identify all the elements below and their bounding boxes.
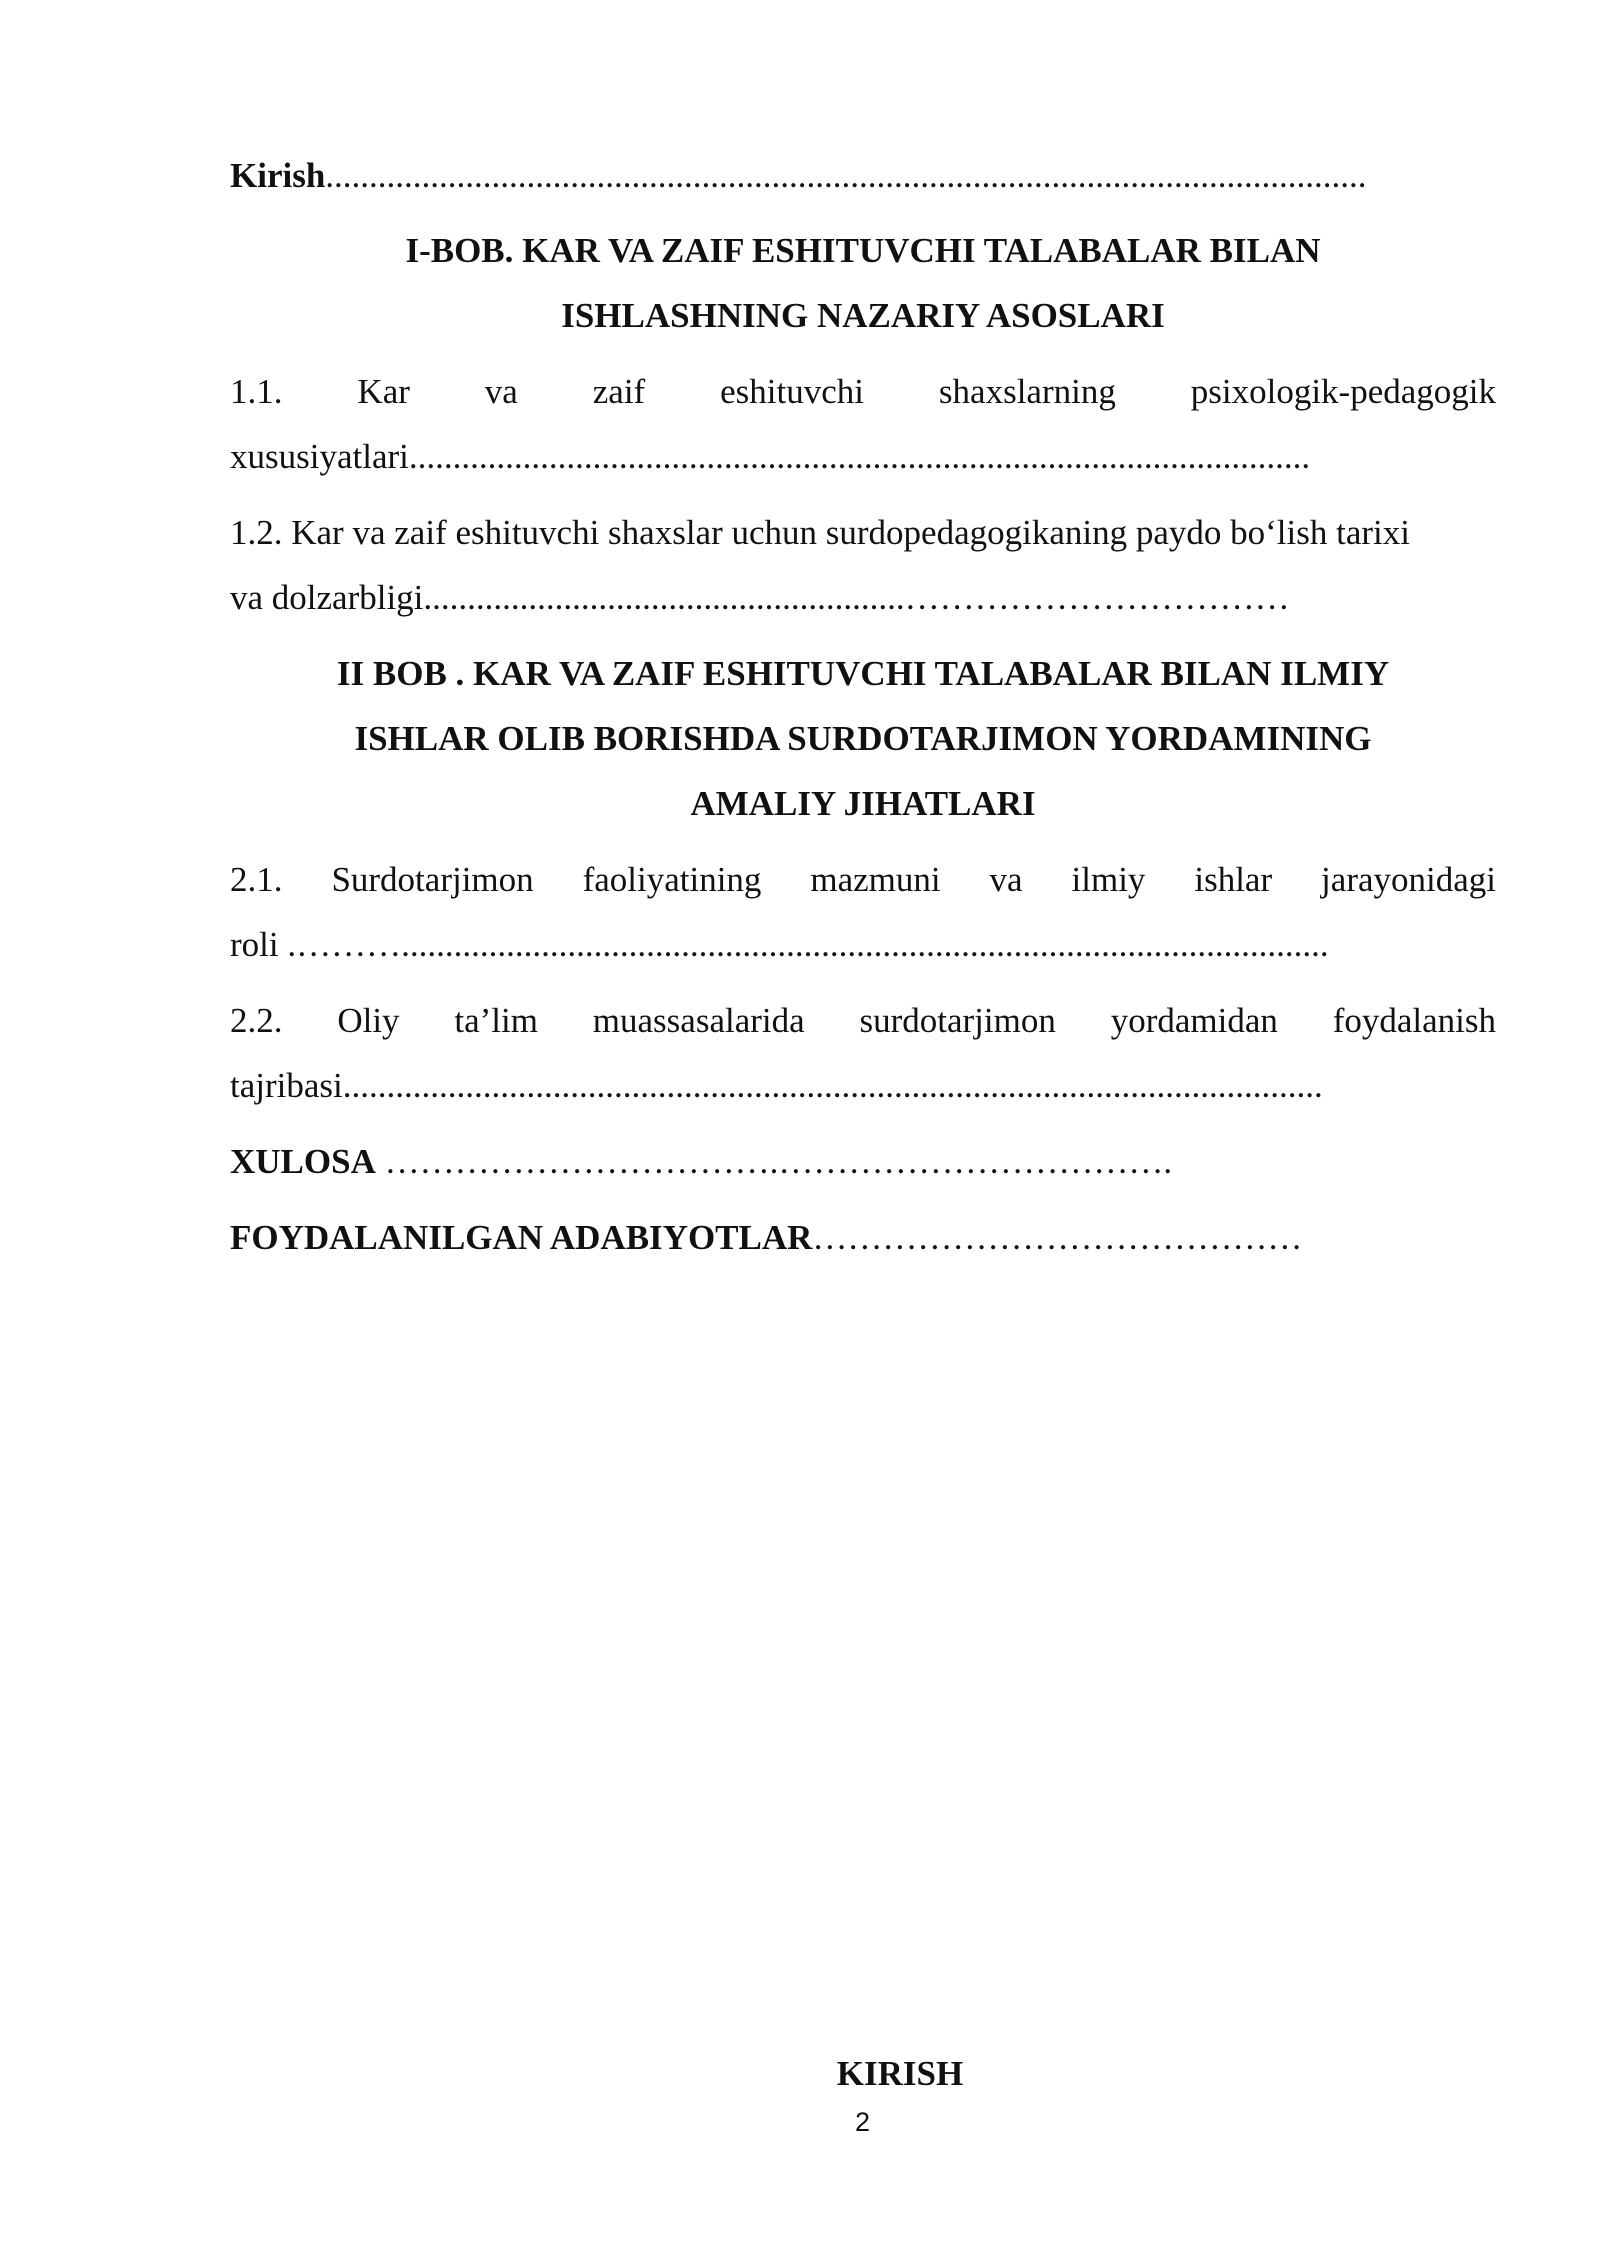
- chapter2-title-line2: ISHLAR OLIB BORISHDA SURDOTARJIMON YORDAMINING: [354, 719, 1372, 758]
- toc-references-label: FOYDALANILGAN ADABIYOTLAR: [230, 1218, 813, 1257]
- toc-entry-2-1-line1: 2.1. Surdotarjimon faoliyatining mazmuni va ilmiy ishlar jarayonidagi: [230, 860, 1496, 899]
- toc-intro-label: Kirish: [230, 156, 326, 195]
- toc-entry-2-2-line2: tajribasi................................................................................................................: [230, 1066, 1323, 1105]
- toc-entry-2-1-line2: roli .………..........................................................................................................: [230, 925, 1329, 964]
- toc-entry-1-2-line1: 1.2. Kar va zaif eshituvchi shaxslar uchun surdopedagogikaning paydo bo‘lish tarixi: [230, 513, 1410, 552]
- toc-intro-dots: .......................................................................................................................: [325, 156, 1367, 195]
- toc-entry-intro: [230, 154, 1496, 198]
- page-number: 2: [854, 2107, 871, 2137]
- next-section-heading: KIRISH: [836, 2054, 964, 2093]
- toc-entry-references: [230, 1216, 1496, 1260]
- chapter1-title-line2: ISHLASHNING NAZARIY ASOSLARI: [561, 296, 1165, 335]
- chapter2-title-line1: II BOB . KAR VA ZAIF ESHITUVCHI TALABALAR BILAN ILMIY: [336, 654, 1390, 693]
- toc-conclusion-dots: …………………………….…………………………….: [375, 1142, 1173, 1181]
- toc-entry-conclusion: [230, 1140, 1496, 1184]
- chapter1-title-line1: I-BOB. KAR VA ZAIF ESHITUVCHI TALABALAR BILAN: [405, 231, 1321, 270]
- toc-entry-1-2-line2: va dolzarbligi.......................................................……………………………: [230, 578, 1290, 617]
- toc-conclusion-label: XULOSA: [230, 1142, 376, 1181]
- toc-entry-1-1-line2: xususiyatlari.......................................................................................................: [230, 437, 1311, 476]
- toc-references-dots: ……………………………………: [812, 1218, 1303, 1257]
- chapter2-title-line3: AMALIY JIHATLARI: [690, 784, 1036, 823]
- toc-entry-1-1-line1: 1.1. Kar va zaif eshituvchi shaxslarning psixologik-pedagogik: [230, 372, 1496, 411]
- toc-entry-2-2-line1: 2.2. Oliy ta’lim muassasalarida surdotarjimon yordamidan foydalanish: [230, 1001, 1496, 1040]
